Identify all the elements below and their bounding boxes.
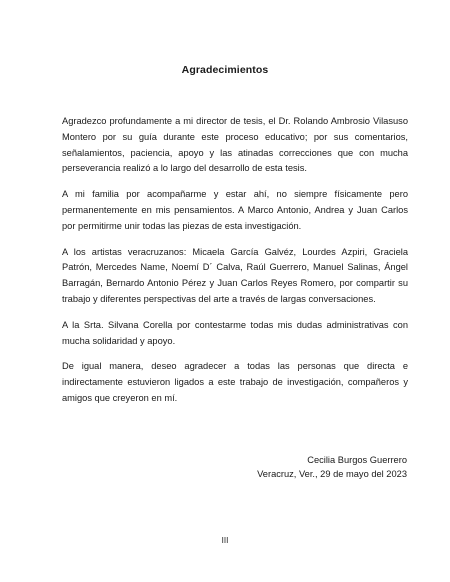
signature-block — [257, 454, 407, 481]
paragraph-director: Agradezco profundamente a mi director de tesis, el Dr. Rolando Ambrosio Vilasuso Montero por su guía durante este proceso educativo; por sus comentarios, señalamientos, paciencia, apoyo y las atinadas correcciones que con mucha perseverancia realizó a lo largo del desarrollo de esta tesis. — [62, 116, 408, 174]
signature-place-date: Veracruz, Ver., 29 de mayo del 2023 — [257, 468, 407, 479]
paragraph-family: A mi familia por acompañarme y estar ahí, no siempre físicamente pero permanentemente en mis pensamientos. A Marco Antonio, Andrea y Juan Carlos por permitirme unir todas las piezas de esta investigación. — [62, 189, 408, 231]
paragraph-admin: A la Srta. Silvana Corella por contestarme todas mis dudas administrativas con mucha solidaridad y apoyo. — [62, 319, 408, 346]
acknowledgements-body — [62, 114, 408, 417]
paragraph-others: De igual manera, deseo agradecer a todas las personas que directa e indirectamente estuvieron ligados a este trabajo de investigación, compañeros y amigos que creyeron en mí. — [62, 361, 408, 403]
page-title: Agradecimientos — [181, 64, 269, 76]
page-number: III — [221, 536, 229, 545]
paragraph-artists: A los artistas veracruzanos: Micaela García Galvéz, Lourdes Azpiri, Graciela Patrón, Mercedes Name, Noemí D´ Calva, Raúl Guerrero, Manuel Salinas, Ángel Barragán, Bernardo Antonio Pérez y Juan Carlos Reyes Romero, por compartir su trabajo y diferentes perspectivas del arte a través de largas conversaciones. — [62, 246, 408, 304]
signature-name: Cecilia Burgos Guerrero — [307, 455, 407, 465]
